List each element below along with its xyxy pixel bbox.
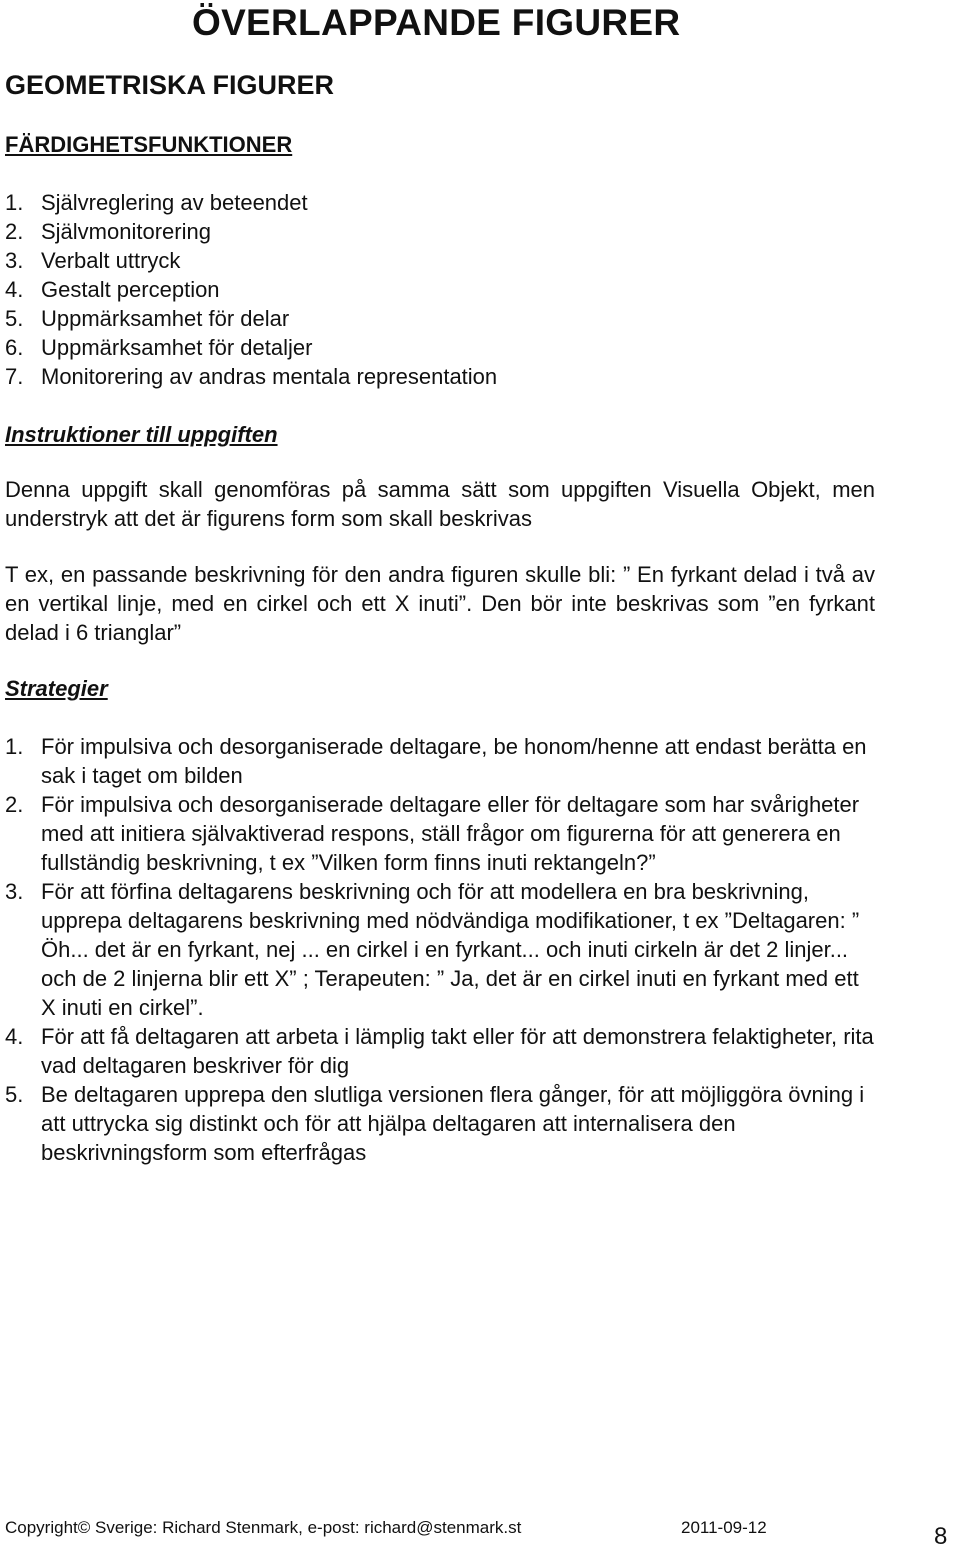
example-paragraph: T ex, en passande beskrivning för den andra figuren skulle bli: ” En fyrkant delad i två av en vertikal linje, med en cirkel och ett X inuti”. Den bör inte beskrivas som ”en fyrkant delad i 6 trianglar” bbox=[5, 562, 875, 645]
list-item: 6. Uppmärksamhet för detaljer bbox=[5, 335, 313, 360]
list-item: 5. Be deltagaren upprepa den slutliga versionen flera gånger, för att möjliggöra övning i att uttrycka sig distinkt och för att hjälpa deltagaren att internalisera den beskrivningsform som efterfrågas bbox=[5, 1082, 865, 1165]
skills-list bbox=[5, 188, 497, 391]
skills-heading: FÄRDIGHETSFUNKTIONER bbox=[5, 132, 293, 157]
list-item: 3. För att förfina deltagarens beskrivning och för att modellera en bra beskrivning, upprepa deltagarens beskrivning med nödvändiga modifikationer, t ex ”Deltagaren: ” Öh... det är en fyrkant, nej ... en cirkel i en fyrkant... och inuti cirkeln är det 2 linjer... och de 2 linjerna blir ett X” ; Terapeuten: ” Ja, det är en cirkel inuti en fyrkant med ett X inuti en cirkel”. bbox=[5, 879, 860, 1020]
instructions-paragraph: Denna uppgift skall genomföras på samma sätt som uppgiften Visuella Objekt, men understryk att det är figurens form som skall beskrivas bbox=[5, 477, 875, 531]
strategies-list bbox=[5, 732, 875, 1167]
page-title: ÖVERLAPPANDE FIGURER bbox=[192, 2, 681, 43]
strategies-heading: Strategier bbox=[5, 676, 108, 701]
list-item: 5. Uppmärksamhet för delar bbox=[5, 306, 290, 331]
list-item: 1. Självreglering av beteendet bbox=[5, 190, 308, 215]
list-item: 7. Monitorering av andras mentala representation bbox=[5, 364, 498, 389]
footer-copyright: Copyright© Sverige: Richard Stenmark, e-post: richard@stenmark.st bbox=[5, 1518, 522, 1537]
instructions-heading: Instruktioner till uppgiften bbox=[5, 422, 278, 447]
list-item: 2. För impulsiva och desorganiserade deltagare eller för deltagare som har svårigheter med att initiera självaktiverad respons, ställ frågor om figurerna för att generera en fullständig beskrivning, t ex ”Vilken form finns inuti rektangeln?” bbox=[5, 792, 860, 875]
list-item: 3. Verbalt uttryck bbox=[5, 248, 181, 273]
list-item: 2. Självmonitorering bbox=[5, 219, 211, 244]
footer-date: 2011-09-12 bbox=[681, 1518, 767, 1537]
list-item: 1. För impulsiva och desorganiserade deltagare, be honom/henne att endast berätta en sak i taget om bilden bbox=[5, 734, 867, 788]
list-item: 4. Gestalt perception bbox=[5, 277, 220, 302]
list-item: 4. För att få deltagaren att arbeta i lämplig takt eller för att demonstrera felaktigheter, rita vad deltagaren beskriver för dig bbox=[5, 1024, 874, 1078]
section-heading: GEOMETRISKA FIGURER bbox=[5, 70, 335, 100]
page-number: 8 bbox=[934, 1523, 948, 1550]
